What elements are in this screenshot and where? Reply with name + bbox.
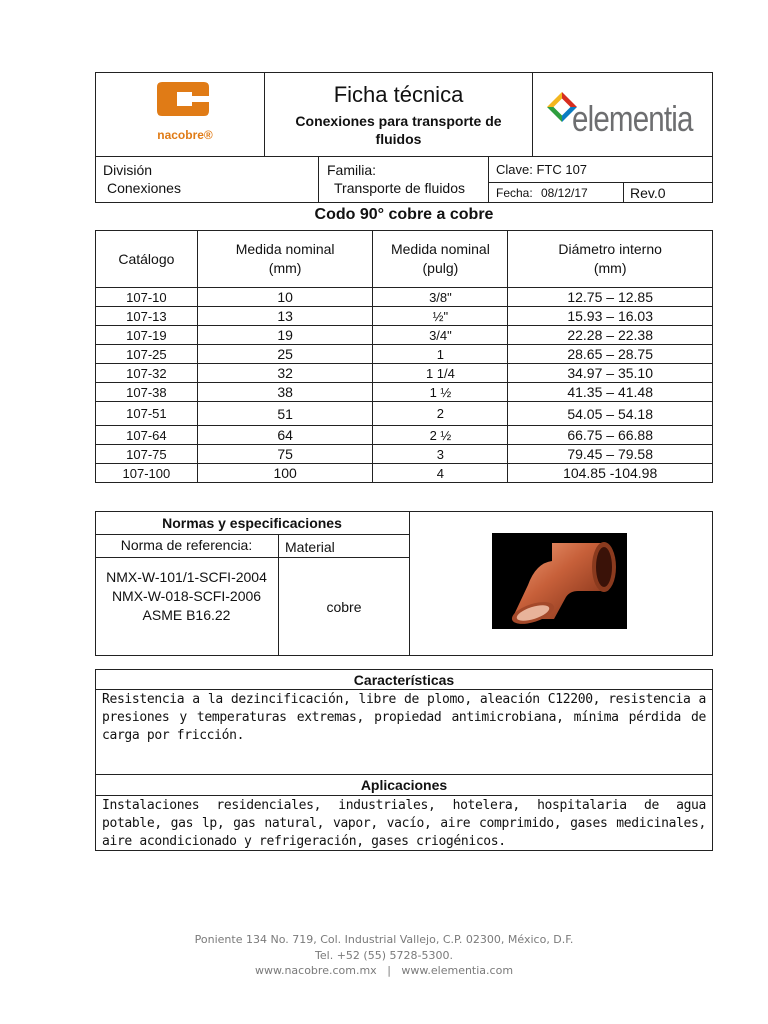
division-label: División: [103, 162, 153, 178]
page-subtitle: Conexiones para transporte de fluidos: [295, 113, 502, 147]
table-row: [96, 383, 713, 402]
familia-value: Transporte de fluidos: [334, 180, 465, 196]
footer-web: [0, 964, 768, 977]
nacobre-brand: nacobre®: [157, 128, 213, 142]
division-value: Conexiones: [107, 180, 181, 196]
cell-medida-mm: 64: [197, 426, 373, 445]
familia-label: Familia:: [327, 162, 377, 178]
table-row: [96, 364, 713, 383]
product-image: [492, 533, 627, 629]
cell-medida-mm: 100: [197, 464, 373, 483]
norma-ref-3: ASME B16.22: [142, 607, 231, 623]
footer-separator: |: [387, 964, 391, 977]
table-row: [96, 464, 713, 483]
cell-medida-mm: 32: [197, 364, 373, 383]
cell-catalogo: 107-13: [96, 307, 198, 326]
table-row: [96, 307, 713, 326]
cell-medida-pulg: 3/8": [373, 288, 508, 307]
cell-medida-mm: 19: [197, 326, 373, 345]
cell-diametro: 12.75 – 12.85: [508, 288, 713, 307]
cell-medida-pulg: 3: [373, 445, 508, 464]
cell-diametro: 28.65 – 28.75: [508, 345, 713, 364]
cell-diametro: 15.93 – 16.03: [508, 307, 713, 326]
table-row: [96, 345, 713, 364]
cell-medida-pulg: 2: [373, 402, 508, 426]
cell-catalogo: 107-38: [96, 383, 198, 402]
cell-diametro: 41.35 – 41.48: [508, 383, 713, 402]
material-value: cobre: [326, 599, 362, 615]
cell-catalogo: 107-75: [96, 445, 198, 464]
nacobre-logo: [155, 80, 217, 132]
footer-address: Poniente 134 No. 719, Col. Industrial Vallejo, C.P. 02300, México, D.F.: [194, 933, 574, 946]
cell-medida-pulg: ½": [373, 307, 508, 326]
norma-ref-2: NMX-W-018-SCFI-2006: [111, 588, 262, 604]
cell-catalogo: 107-32: [96, 364, 198, 383]
cell-catalogo: 107-10: [96, 288, 198, 307]
cell-catalogo: 107-100: [96, 464, 198, 483]
table-header-row: [96, 231, 713, 288]
footer-link-nacobre[interactable]: www.nacobre.com.mx: [254, 964, 377, 977]
cell-medida-mm: 13: [197, 307, 373, 326]
cell-catalogo: 107-51: [96, 402, 198, 426]
header-diametro: Diámetro interno (mm): [508, 231, 713, 288]
table-body: [96, 288, 713, 483]
cell-catalogo: 107-19: [96, 326, 198, 345]
table-row: [96, 445, 713, 464]
cell-catalogo: 107-25: [96, 345, 198, 364]
cell-diametro: 104.85 -104.98: [508, 464, 713, 483]
aplicaciones-text: Instalaciones residenciales, industriales, hotelera, hospitalaria de agua potable, gas lp, gas natural, vapor, vacío, aire comprimido, gases medicinales, aire acondicionado y refrigeración, gases criogénicos.: [102, 798, 706, 849]
nacobre-logo-icon: [155, 80, 217, 132]
cell-diametro: 66.75 – 66.88: [508, 426, 713, 445]
norma-ref-label: Norma de referencia:: [120, 537, 253, 553]
header-medida-pulg: Medida nominal (pulg): [373, 231, 508, 288]
cell-medida-mm: 10: [197, 288, 373, 307]
caracteristicas-text: Resistencia a la dezincificación, libre de plomo, aleación C12200, resistencia a presiones y temperaturas extremas, propiedad antimicrobiana, mínima pérdida de carga por fricción.: [102, 692, 706, 743]
revision: Rev.0: [630, 185, 666, 201]
cell-medida-pulg: 4: [373, 464, 508, 483]
cell-medida-pulg: 1 1/4: [373, 364, 508, 383]
table-row: [96, 288, 713, 307]
catalog-table: [95, 230, 713, 483]
page-title: Ficha técnica: [333, 82, 464, 107]
fecha-value: 08/12/17: [541, 186, 588, 200]
table-row: [96, 426, 713, 445]
cell-medida-pulg: 1 ½: [373, 383, 508, 402]
norma-refs: [95, 568, 278, 625]
fecha-label: Fecha:: [496, 186, 533, 200]
caracteristicas-title: Características: [353, 672, 455, 688]
cell-medida-mm: 25: [197, 345, 373, 364]
cell-medida-mm: 38: [197, 383, 373, 402]
footer-phone: Tel. +52 (55) 5728-5300.: [315, 949, 453, 962]
cell-medida-pulg: 1: [373, 345, 508, 364]
cell-diametro: 79.45 – 79.58: [508, 445, 713, 464]
cell-diametro: 34.97 – 35.10: [508, 364, 713, 383]
norma-ref-1: NMX-W-101/1-SCFI-2004: [106, 569, 267, 585]
cell-medida-mm: 75: [197, 445, 373, 464]
normas-title: Normas y especificaciones: [162, 515, 342, 531]
header-medida-mm: Medida nominal (mm): [197, 231, 373, 288]
copper-elbow-icon: [492, 533, 627, 629]
cell-catalogo: 107-64: [96, 426, 198, 445]
cell-diametro: 22.28 – 22.38: [508, 326, 713, 345]
material-label: Material: [285, 539, 335, 555]
clave: Clave: FTC 107: [496, 162, 588, 177]
product-title: Codo 90° cobre a cobre: [314, 206, 494, 223]
header-catalogo: Catálogo: [96, 231, 198, 288]
elementia-brand: elementia: [572, 98, 693, 139]
aplicaciones-title: Aplicaciones: [360, 777, 448, 793]
table-row: [96, 326, 713, 345]
cell-medida-pulg: 2 ½: [373, 426, 508, 445]
cell-medida-mm: 51: [197, 402, 373, 426]
table-row: [96, 402, 713, 426]
footer-link-elementia[interactable]: www.elementia.com: [401, 964, 514, 977]
cell-medida-pulg: 3/4": [373, 326, 508, 345]
cell-diametro: 54.05 – 54.18: [508, 402, 713, 426]
